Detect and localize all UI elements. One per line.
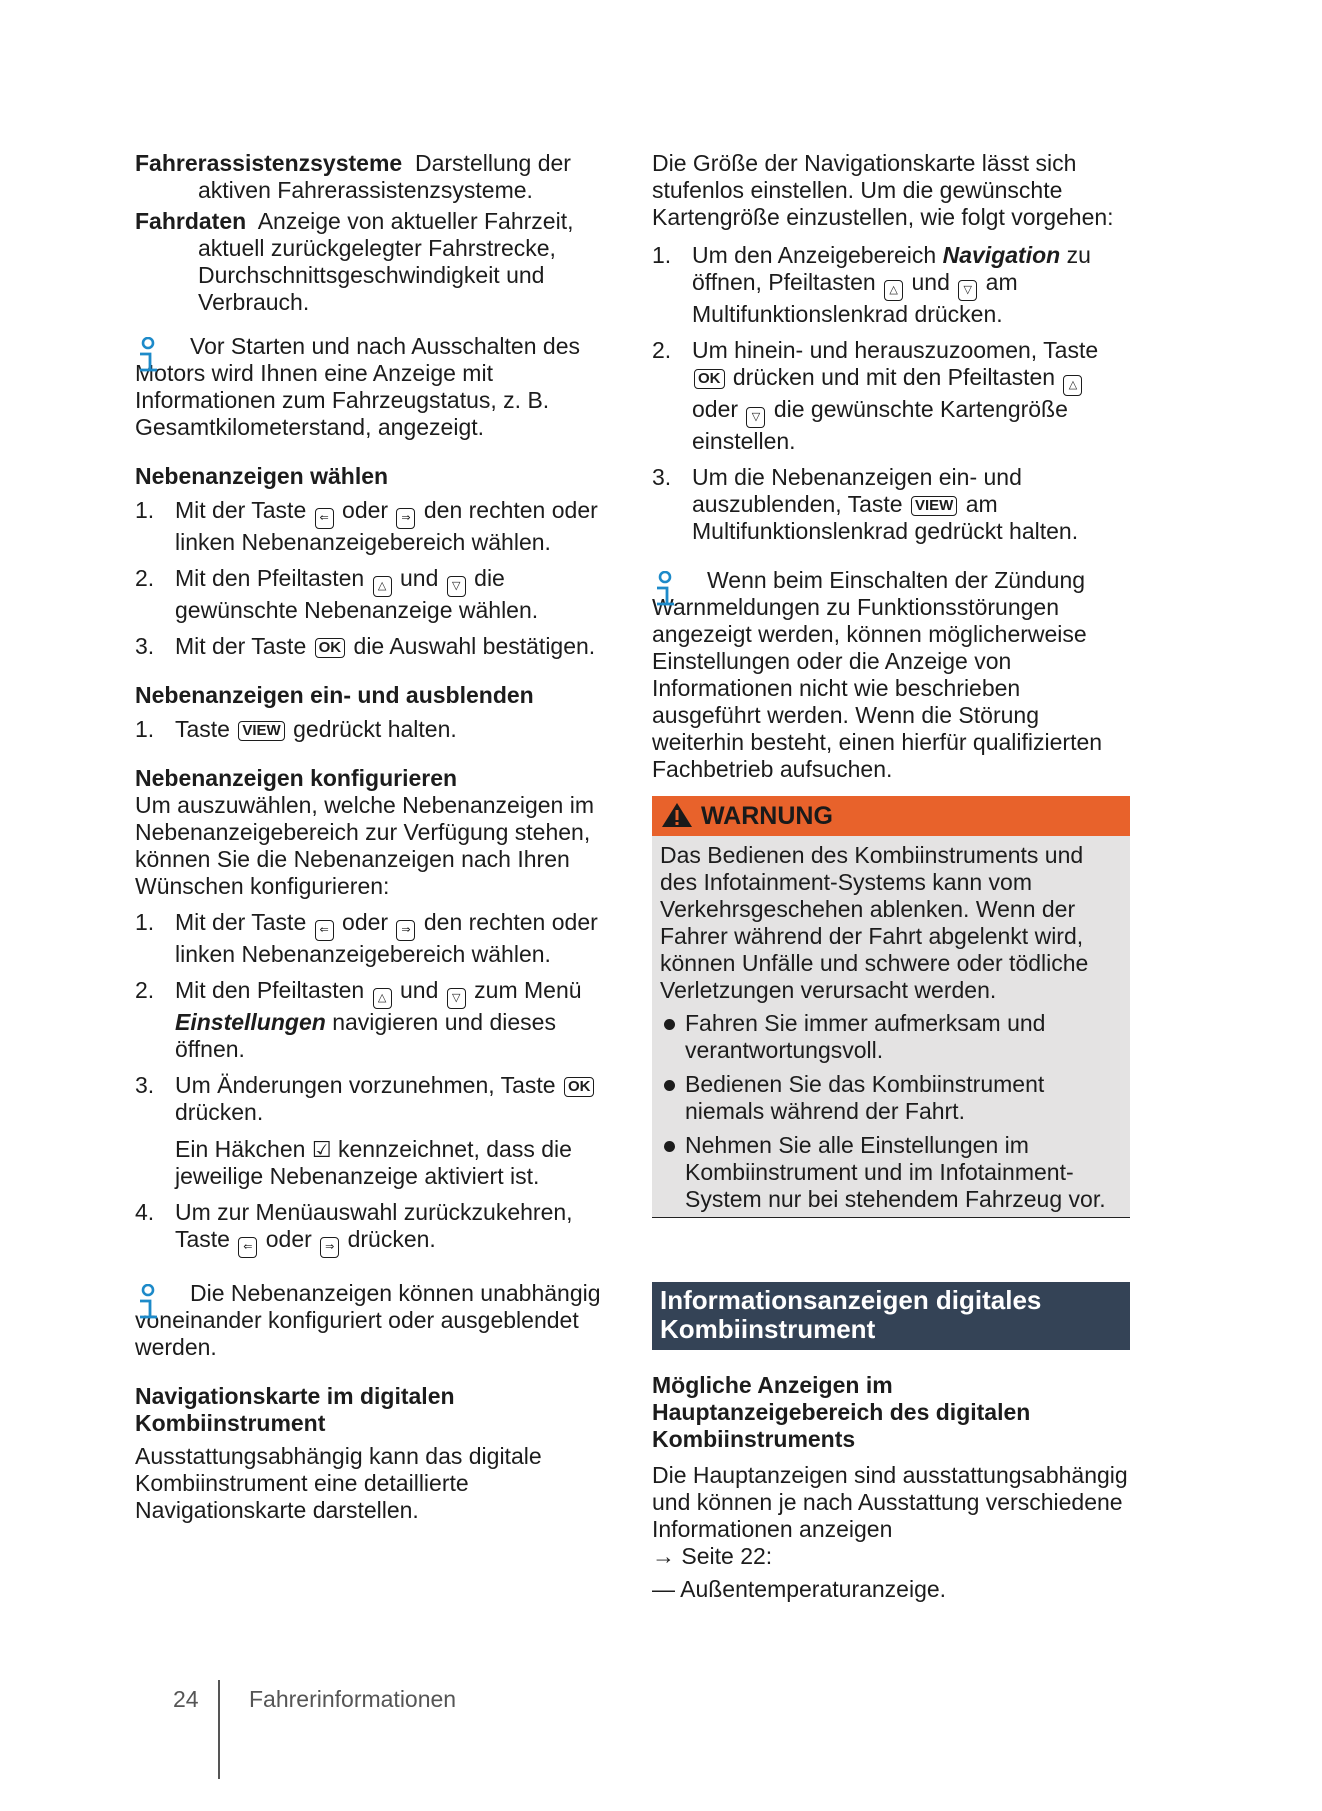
list-item: 4. Um zur Menüauswahl zurückzukehren, Taste ⇐ oder ⇒ drücken.	[135, 1199, 615, 1258]
steps-map	[652, 242, 1130, 545]
heading-configure: Nebenanzeigen konfigurieren	[135, 765, 458, 791]
list-item: 1. Mit der Taste ⇐ oder ⇒ den rechten oder linken Nebenanzeigebereich wählen.	[135, 497, 598, 555]
left-display-key-icon: ⇐	[315, 920, 334, 941]
section-title-bar: Informationsanzeigen digitales Kombiinstrument	[652, 1282, 1130, 1350]
list-item: 2. Mit den Pfeiltasten △ und ▽ die gewünschte Nebenanzeige wählen.	[135, 565, 539, 623]
arrow-down-key-icon: ▽	[447, 988, 466, 1009]
info-note	[135, 1280, 615, 1361]
arrow-up-key-icon: △	[1063, 375, 1082, 396]
right-column	[652, 150, 1130, 1603]
checkmark-icon: ☑	[311, 1137, 332, 1162]
map-size-intro: Die Größe der Navigationskarte lässt sich stufenlos einstellen. Um die gewünschte Kartengröße einzustellen, wie folgt vorgehen:	[652, 150, 1114, 230]
heading-show-hide: Nebenanzeigen ein- und ausblenden	[135, 682, 534, 708]
ok-key-icon: OK	[694, 369, 725, 389]
info-icon	[135, 1284, 163, 1324]
left-display-key-icon: ⇐	[315, 508, 334, 529]
chapter-name: Fahrerinformationen	[249, 1686, 457, 1712]
term-text: Darstellung der aktiven Fahrerassistenzsysteme.	[198, 150, 571, 203]
info-icon	[135, 337, 163, 377]
info-note	[652, 567, 1130, 783]
list-item: 2. Um hinein- und herauszuzoomen, Taste OK drücken und mit den Pfeiltasten △ oder ▽ die gewünschte Kartengröße einstellen.	[652, 337, 1099, 454]
term-driver-assist	[135, 150, 615, 204]
warning-title: WARNUNG	[700, 802, 833, 830]
arrow-down-key-icon: ▽	[447, 576, 466, 597]
list-item: 3. Um die Nebenanzeigen ein- und auszublenden, Taste VIEW am Multifunktionslenkrad gedrückt halten.	[652, 464, 1079, 544]
page-reference-link[interactable]: → Seite 22:	[652, 1543, 773, 1569]
right-display-key-icon: ⇒	[396, 920, 415, 941]
configure-intro: Um auszuwählen, welche Nebenanzeigen im Nebenanzeigebereich zur Verfügung stehen, können Sie die Nebenanzeigen nach Ihren Wünschen konfigurieren:	[135, 792, 594, 899]
ok-key-icon: OK	[315, 638, 346, 658]
view-key-icon: VIEW	[238, 721, 284, 741]
list-item: 1. Taste VIEW gedrückt halten.	[135, 716, 457, 742]
term-label: Fahrerassistenzsysteme	[135, 150, 403, 176]
term-label: Fahrdaten	[135, 208, 247, 234]
info-note	[135, 333, 615, 441]
arrow-down-key-icon: ▽	[958, 280, 977, 301]
list-item: 2. Mit den Pfeiltasten △ und ▽ zum Menü Einstellungen navigieren und dieses öffnen.	[135, 977, 582, 1062]
warning-box	[652, 796, 1130, 1218]
warning-header	[652, 796, 1130, 836]
arrow-up-key-icon: △	[373, 988, 392, 1009]
ok-key-icon: OK	[564, 1077, 595, 1097]
heading-navigation-map: Navigationskarte im digitalen Kombiinstrument	[135, 1383, 455, 1436]
heading-select: Nebenanzeigen wählen	[135, 463, 389, 489]
list-item: Bedienen Sie das Kombiinstrument niemals während der Fahrt.	[660, 1071, 1122, 1125]
list-item: 3. Mit der Taste OK die Auswahl bestätigen.	[135, 633, 596, 659]
arrow-down-key-icon: ▽	[746, 407, 765, 428]
view-key-icon: VIEW	[911, 496, 957, 516]
right-display-key-icon: ⇒	[396, 508, 415, 529]
term-driving-data	[135, 208, 615, 316]
list-item: 1. Um den Anzeigebereich Navigation zu öffnen, Pfeiltasten △ und ▽ am Multifunktionslenkrad drücken.	[652, 242, 1091, 327]
navigation-map-text: Ausstattungsabhängig kann das digitale Kombiinstrument eine detaillierte Navigationskarte darstellen.	[135, 1443, 542, 1523]
info-text: Vor Starten und nach Ausschalten des Motors wird Ihnen eine Anzeige mit Informationen zum Fahrzeugstatus, z. B. Gesamtkilometerstand, angezeigt.	[135, 333, 580, 440]
steps-select	[135, 497, 615, 660]
list-item: 3. Um Änderungen vorzunehmen, Taste OK drücken. Ein Häkchen ☑ kennzeichnet, dass die jeweilige Nebenanzeige aktiviert ist.	[135, 1072, 615, 1190]
main-display-text: Die Hauptanzeigen sind ausstattungsabhängig und können je nach Ausstattung verschiedene Informationen anzeigen	[652, 1462, 1128, 1542]
steps-show-hide	[135, 716, 615, 743]
footer-divider	[218, 1680, 220, 1779]
info-text: Wenn beim Einschalten der Zündung Warnmeldungen zu Funktionsstörungen angezeigt werden, können möglicherweise Einstellungen oder die Anzeige von Informationen nicht wie beschrieben ausgeführt werden. Wenn die Störung weiterhin besteht, einen hierfür qualifizierten Fachbetrieb aufsuchen.	[652, 567, 1103, 782]
heading-main-display: Mögliche Anzeigen im Hauptanzeigebereich des digitalen Kombiinstruments	[652, 1372, 1031, 1452]
warning-list	[660, 1010, 1122, 1213]
list-item: Nehmen Sie alle Einstellungen im Kombiinstrument und im Infotainment-System nur bei stehendem Fahrzeug vor.	[660, 1132, 1122, 1213]
arrow-up-key-icon: △	[373, 576, 392, 597]
info-text: Die Nebenanzeigen können unabhängig voneinander konfiguriert oder ausgeblendet werden.	[135, 1280, 601, 1360]
left-display-key-icon: ⇐	[238, 1237, 257, 1258]
warning-triangle-icon	[660, 801, 694, 829]
info-icon	[652, 571, 680, 611]
list-item: 1. Mit der Taste ⇐ oder ⇒ den rechten oder linken Nebenanzeigebereich wählen.	[135, 909, 598, 967]
list-item: Fahren Sie immer aufmerksam und verantwortungsvoll.	[660, 1010, 1122, 1064]
left-column	[135, 150, 615, 1524]
arrow-up-key-icon: △	[884, 280, 903, 301]
page-number: 24	[173, 1686, 199, 1712]
right-display-key-icon: ⇒	[320, 1237, 339, 1258]
term-text: Anzeige von aktueller Fahrzeit, aktuell zurückgelegter Fahrstrecke, Durchschnittsgeschwindigkeit und Verbrauch.	[198, 208, 574, 315]
steps-configure	[135, 909, 615, 1258]
outside-temperature-item: — Außentemperaturanzeige.	[652, 1576, 947, 1602]
warning-text: Das Bedienen des Kombiinstruments und des Infotainment-Systems kann vom Verkehrsgeschehen ablenken. Wenn der Fahrer während der Fahrt abgelenkt wird, können Unfälle und schwere oder tödliche Verletzungen verursacht werden.	[660, 842, 1089, 1003]
